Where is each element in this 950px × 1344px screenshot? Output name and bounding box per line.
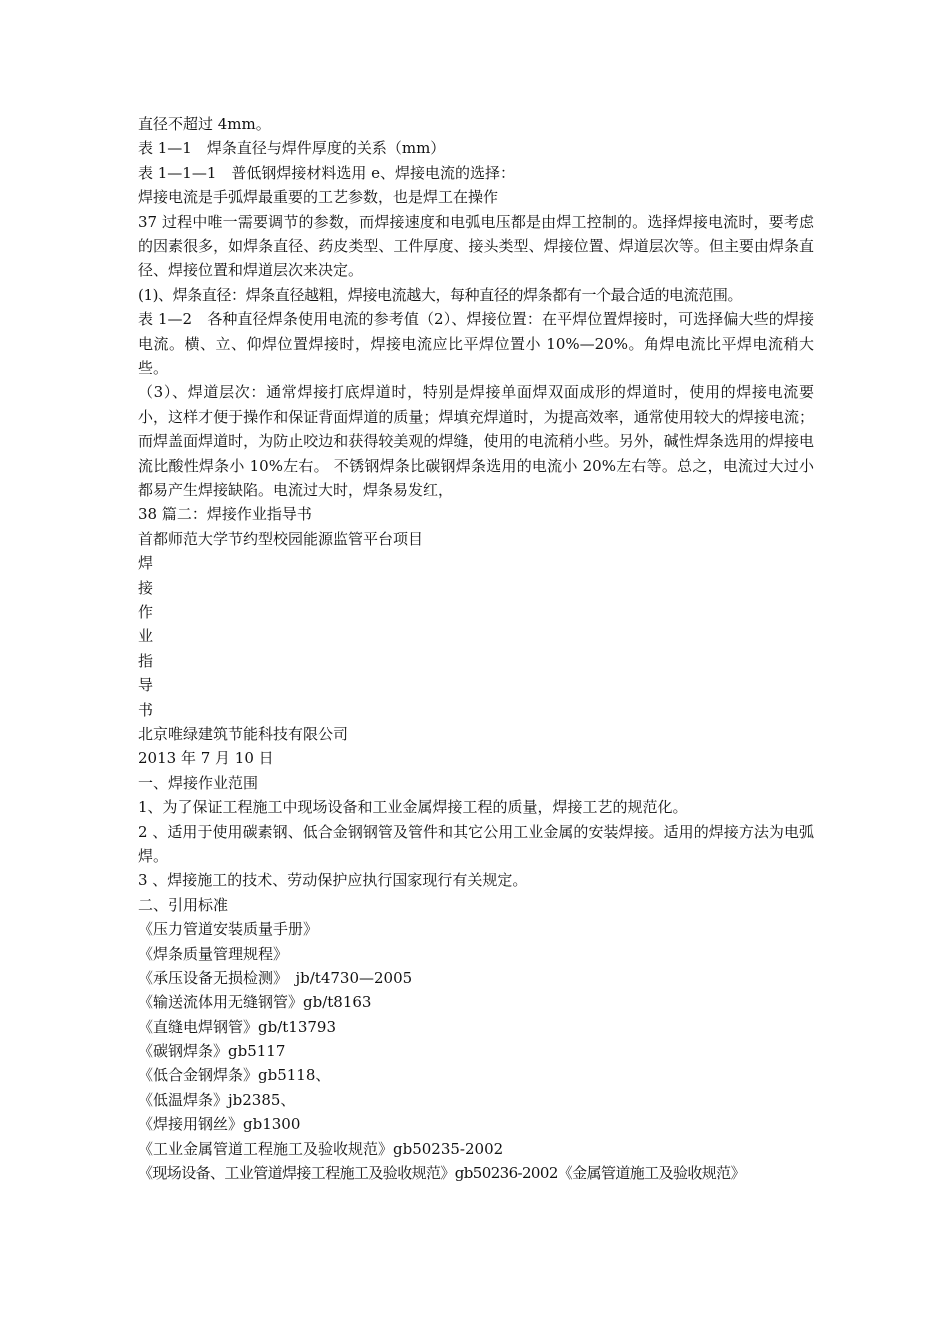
standard-item: 《输送流体用无缝钢管》gb/t8163 — [138, 993, 372, 1012]
project-name: 首都师范大学节约型校园能源监管平台项目 — [138, 529, 424, 548]
vertical-title-char: 指 — [138, 651, 154, 670]
document-page — [138, 112, 814, 1185]
vertical-title-char: 作 — [138, 603, 154, 621]
part-two-heading: 38 篇二：焊接作业指导书 — [138, 505, 312, 524]
table-caption-1-1: 表 1—1 焊条直径与焊件厚度的关系（mm） — [138, 139, 446, 158]
vertical-title-char: 导 — [138, 676, 154, 695]
paragraph-current-selection: 37 过程中唯一需要调节的参数，而焊接速度和电弧电压都是由焊工控制的。选择焊接电流时，要考虑的因素很多，如焊条直径、药皮类型、工件厚度、接头类型、焊接位置、焊道层次等。但主要由焊条直径、焊接位置和焊道层次来决定。 — [138, 212, 814, 280]
intro-line-1: 直径不超过 4mm。 — [138, 115, 271, 133]
standard-item: 《低温焊条》jb2385、 — [138, 1090, 296, 1109]
section-1-title: 一、焊接作业范围 — [138, 773, 259, 792]
section-2-title: 二、引用标准 — [138, 895, 229, 914]
vertical-title-char: 业 — [138, 627, 154, 646]
standard-item: 《压力管道安装质量手册》 — [138, 920, 319, 939]
paragraph-electrode-diameter: (1)、焊条直径：焊条直径越粗，焊接电流越大，每种直径的焊条都有一个最合适的电流范围。 — [138, 285, 743, 304]
section-1-item-3: 3 、焊接施工的技术、劳动保护应执行国家现行有关规定。 — [138, 871, 528, 890]
section-1-item-2: 2 、适用于使用碳素钢、低合金钢钢管及管件和其它公用工业金属的安装焊接。适用的焊接方法为电弧焊。 — [138, 822, 814, 865]
paragraph-welding-position: 表 1—2 各种直径焊条使用电流的参考值（2）、焊接位置：在平焊位置焊接时，可选择偏大些的焊接电流。横、立、仰焊位置焊接时，焊接电流应比平焊位置小 10%—20%。角焊电流比平焊电流稍大些。 — [138, 310, 814, 377]
standard-item: 《低合金钢焊条》gb5118、 — [138, 1066, 331, 1085]
standard-item: 《承压设备无损检测》 jb/t4730—2005 — [138, 968, 413, 987]
standard-item: 《碳钢焊条》gb5117 — [138, 1042, 286, 1061]
company-name: 北京唯绿建筑节能科技有限公司 — [138, 724, 349, 743]
standard-item: 《工业金属管道工程施工及验收规范》gb50235-2002 — [138, 1139, 504, 1158]
document-date: 2013 年 7 月 10 日 — [138, 749, 274, 768]
standards-list — [138, 917, 814, 1185]
standard-item: 《焊接用钢丝》gb1300 — [138, 1115, 301, 1134]
intro-line-4: 焊接电流是手弧焊最重要的工艺参数，也是焊工在操作 — [138, 188, 499, 207]
standard-item: 《直缝电焊钢管》gb/t13793 — [138, 1017, 337, 1036]
standard-item: 《焊条质量管理规程》 — [138, 944, 289, 963]
paragraph-weld-layers: （3）、焊道层次：通常焊接打底焊道时，特别是焊接单面焊双面成形的焊道时，使用的焊接电流要小，这样才便于操作和保证背面焊道的质量；焊填充焊道时，为提高效率，通常使用较大的焊接电流；而焊盖面焊道时，为防止咬边和获得较美观的焊缝，使用的电流稍小些。另外，碱性焊条选用的焊接电流比酸性焊条小 10%左右。 不锈钢焊条比碳钢焊条选用的电流小 20%左右等。总之，电流过大过小都易产生焊接缺陷。电流过大时，焊条易发红， — [138, 383, 814, 500]
vertical-title — [138, 551, 814, 722]
table-caption-1-1-1: 表 1—1—1 普低钢焊接材料选用 e、焊接电流的选择： — [138, 163, 516, 182]
standard-item: 《现场设备、工业管道焊接工程施工及验收规范》gb50236-2002《金属管道施工及验收规范》 — [138, 1164, 745, 1183]
section-1-item-1: 1、为了保证工程施工中现场设备和工业金属焊接工程的质量，焊接工艺的规范化。 — [138, 798, 688, 817]
vertical-title-char: 焊 — [138, 554, 154, 573]
vertical-title-char: 接 — [138, 578, 154, 597]
vertical-title-char: 书 — [138, 700, 154, 719]
